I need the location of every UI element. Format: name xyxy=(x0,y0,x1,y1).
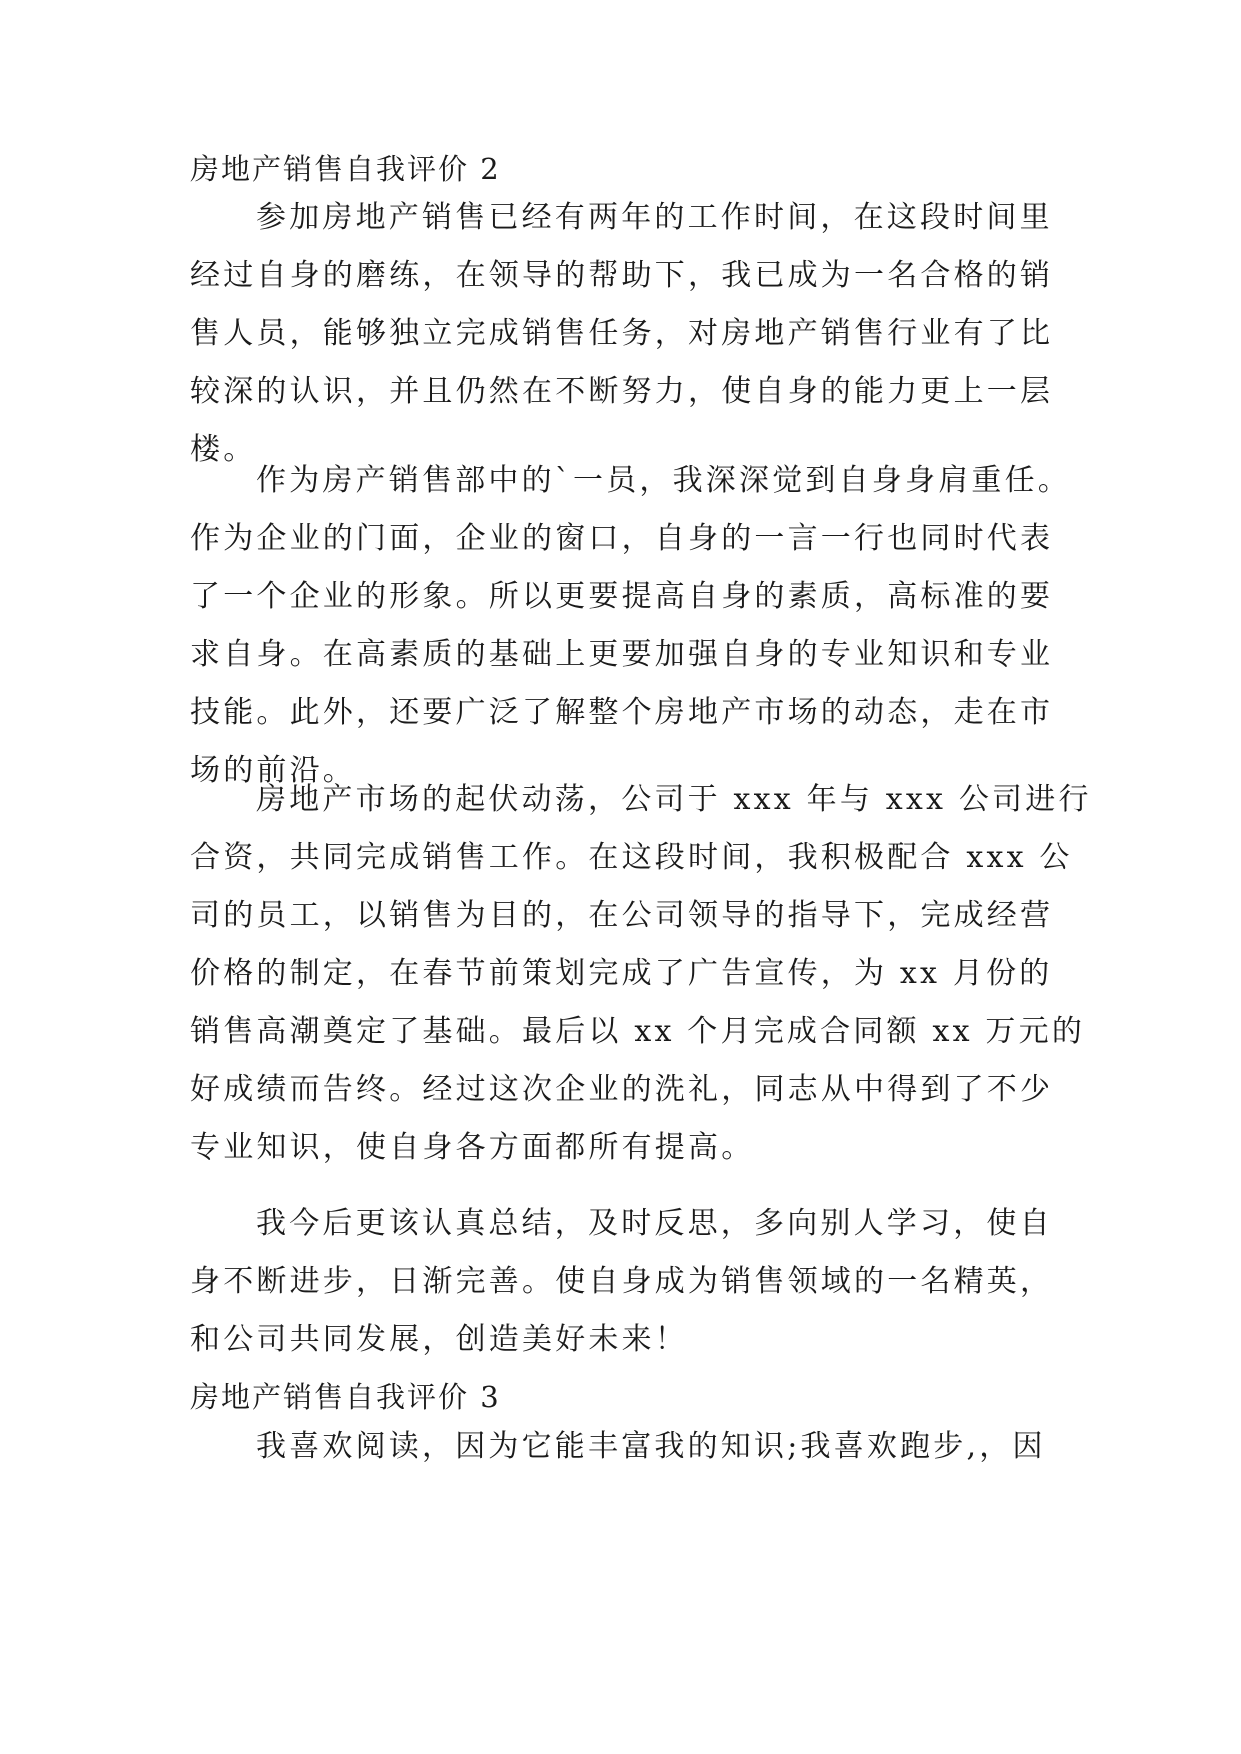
paragraph-line: 和公司共同发展，创造美好未来！ xyxy=(190,1322,688,1357)
paragraph-line: 身不断进步，日渐完善。使自身成为销售领域的一名精英， xyxy=(190,1264,1054,1299)
paragraph-line: 场的前沿。 xyxy=(190,753,356,788)
section-heading-2: 房地产销售自我评价 2 xyxy=(190,152,501,186)
paragraph-line: 较深的认识，并且仍然在不断努力，使自身的能力更上一层 xyxy=(190,374,1054,409)
paragraph-line: 技能。此外，还要广泛了解整个房地产市场的动态，走在市 xyxy=(190,695,1054,730)
paragraph-line: 司的员工，以销售为目的，在公司领导的指导下，完成经营 xyxy=(190,898,1054,933)
paragraph-line: 我喜欢阅读，因为它能丰富我的知识;我喜欢跑步,，因 xyxy=(256,1429,1046,1464)
paragraph-line: 求自身。在高素质的基础上更要加强自身的专业知识和专业 xyxy=(190,637,1054,672)
paragraph-2 xyxy=(190,452,1070,800)
paragraph-line: 房地产市场的起伏动荡，公司于 xxx 年与 xxx 公司进行 xyxy=(256,782,1092,817)
paragraph-3 xyxy=(190,771,1092,1177)
paragraph-line: 好成绩而告终。经过这次企业的洗礼，同志从中得到了不少 xyxy=(190,1072,1054,1107)
paragraph-line: 销售高潮奠定了基础。最后以 xx 个月完成合同额 xx 万元的 xyxy=(190,1014,1086,1049)
paragraph-line: 经过自身的磨练，在领导的帮助下，我已成为一名合格的销 xyxy=(190,258,1054,293)
paragraph-line: 作为企业的门面，企业的窗口，自身的一言一行也同时代表 xyxy=(190,521,1054,556)
paragraph-line: 楼。 xyxy=(190,432,257,467)
paragraph-line: 合资，共同完成销售工作。在这段时间，我积极配合 xxx 公 xyxy=(190,840,1073,875)
paragraph-line: 作为房产销售部中的`一员，我深深觉到自身身肩重任。 xyxy=(256,463,1071,498)
paragraph-5 xyxy=(190,1418,1070,1476)
section-heading-3: 房地产销售自我评价 3 xyxy=(190,1380,501,1414)
paragraph-line: 了一个企业的形象。所以更要提高自身的素质，高标准的要 xyxy=(190,579,1054,614)
paragraph-line: 售人员，能够独立完成销售任务，对房地产销售行业有了比 xyxy=(190,316,1054,351)
paragraph-4 xyxy=(190,1195,1070,1369)
paragraph-1 xyxy=(190,189,1070,479)
paragraph-line: 参加房地产销售已经有两年的工作时间，在这段时间里 xyxy=(256,200,1053,235)
paragraph-line: 我今后更该认真总结，及时反思，多向别人学习，使自 xyxy=(256,1206,1053,1241)
paragraph-line: 专业知识，使自身各方面都所有提高。 xyxy=(190,1130,755,1165)
paragraph-line: 价格的制定，在春节前策划完成了广告宣传，为 xx 月份的 xyxy=(190,956,1053,991)
